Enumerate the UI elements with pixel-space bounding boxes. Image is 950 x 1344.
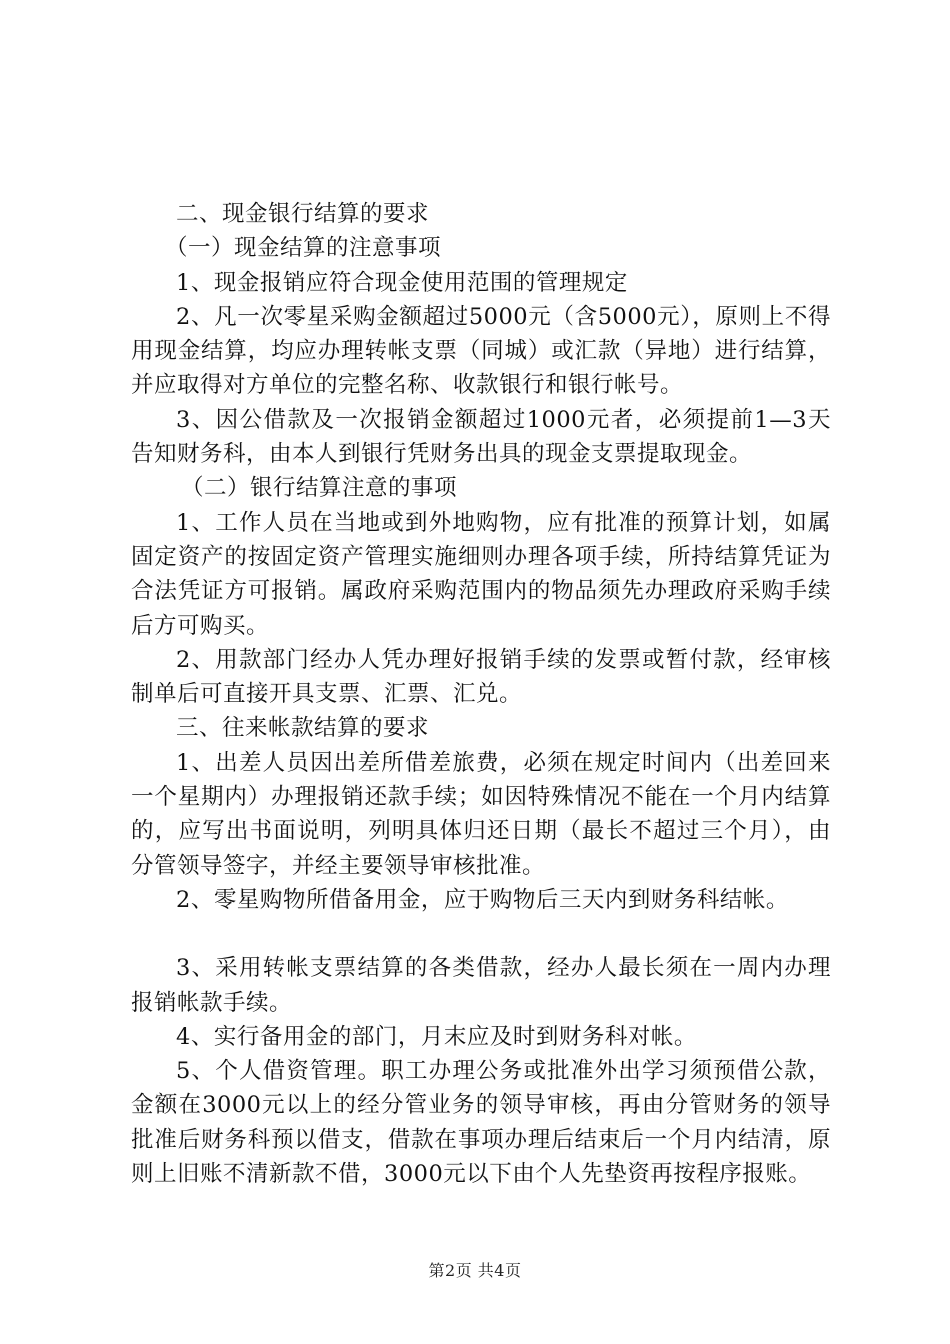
paragraph-bank-1: 1、工作人员在当地或到外地购物，应有批准的预算计划，如属固定资产的按固定资产管理实施细则办理各项手续，所持结算凭证为合法凭证方可报销。属政府采购范围内的物品须先办理政府采购手续后方可购买。 — [131, 509, 831, 639]
paragraph-accounts-4: 4、实行备用金的部门，月末应及时到财务科对帐。 — [176, 1023, 697, 1050]
paragraph-accounts-1: 1、出差人员因出差所借差旅费，必须在规定时间内（出差回来一个星期内）办理报销还款手续；如因特殊情况不能在一个月内结算的，应写出书面说明，列明具体归还日期（最长不超过三个月），由分管领导签字，并经主要领导审核批准。 — [131, 749, 831, 879]
blank-line — [131, 917, 831, 951]
paragraph-cash-1: 1、现金报销应符合现金使用范围的管理规定 — [176, 269, 628, 296]
section-heading-3: 三、往来帐款结算的要求 — [176, 715, 430, 742]
subsection-heading-bank: （二）银行结算注意的事项 — [181, 475, 458, 502]
paragraph-cash-3: 3、因公借款及一次报销金额超过1000元者，必须提前1—3天告知财务科，由本人到银行凭财务出具的现金支票提取现金。 — [131, 406, 831, 468]
paragraph-accounts-3: 3、采用转帐支票结算的各类借款，经办人最长须在一周内办理报销帐款手续。 — [131, 955, 831, 1016]
paragraph-bank-2: 2、用款部门经办人凭办理好报销手续的发票或暂付款，经审核制单后可直接开具支票、汇票、汇兑。 — [131, 646, 831, 708]
page-number-footer: 第2页 共4页 — [428, 1261, 522, 1280]
paragraph-accounts-5: 5、个人借资管理。职工办理公务或批准外出学习须预借公款，金额在3000元以上的经分管业务的领导审核，再由分管财务的领导批准后财务科预以借支，借款在事项办理后结束后一个月内结清，原则上旧账不清新款不借，3000元以下由个人先垫资再按程序报账。 — [131, 1058, 831, 1188]
subsection-heading-cash: （一）现金结算的注意事项 — [165, 235, 442, 262]
paragraph-accounts-2: 2、零星购物所借备用金，应于购物后三天内到财务科结帐。 — [176, 886, 789, 913]
section-heading-2: 二、现金银行结算的要求 — [176, 201, 430, 227]
paragraph-cash-2: 2、凡一次零星采购金额超过5000元（含5000元），原则上不得用现金结算，均应办理转帐支票（同城）或汇款（异地）进行结算，并应取得对方单位的完整名称、收款银行和银行帐号。 — [131, 303, 831, 399]
document-body — [131, 197, 831, 1191]
